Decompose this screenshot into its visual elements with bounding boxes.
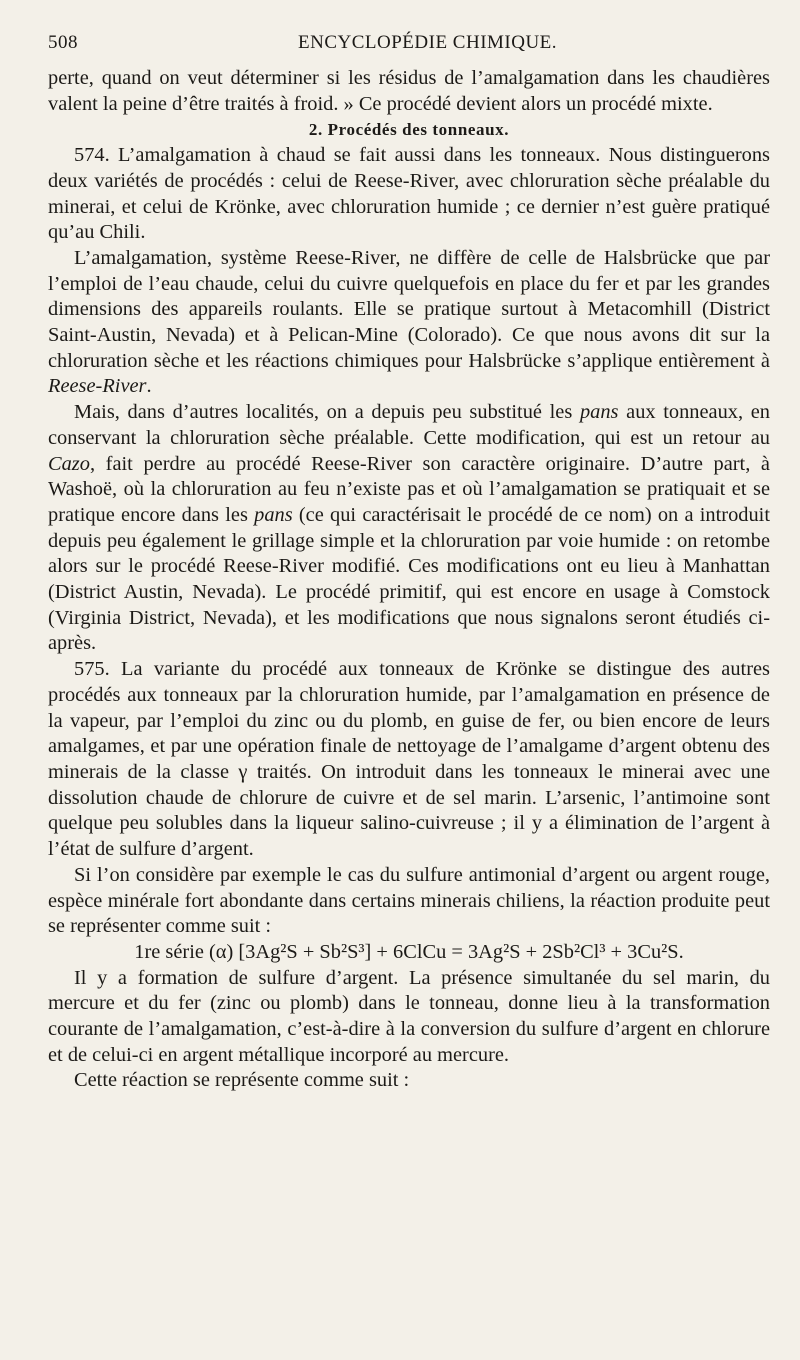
section-title: 2. Procédés des tonneaux.	[308, 120, 510, 140]
italic-run: pans	[254, 503, 293, 526]
paragraph-number-574: 574.	[74, 144, 110, 167]
chemical-formula: 1re série (α) [3Ag²S + Sb²S³] + 6ClCu = 3Ag²S + 2Sb²Cl³ + 3Cu²S.	[134, 940, 684, 963]
text-run: L’amalgamation, système Reese-River, ne diffère de celle de Halsbrücke que par l’emploi de l’eau chaude, celui du cuivre quelquefois en place du fer et par les grandes dimensions des appareils roulants. Elle se pratique surtout à Metacomhill (District Saint-Austin, Nevada) et à Pelican-Mine (Colorado). Ce que nous avons dit sur la chloruration sèche et les réactions chimiques pour Halsbrücke s’applique entièrement à	[48, 246, 770, 372]
paragraph-575	[48, 657, 770, 863]
italic-run: Cazo	[48, 452, 90, 475]
italic-run: Reese-River	[48, 375, 147, 398]
text-run: .	[146, 375, 152, 398]
page-number: 508	[48, 32, 78, 53]
text-run: Mais, dans d’autres localités, on a depuis peu substitué les	[74, 401, 580, 424]
paragraph-argent-rouge: Si l’on considère par exemple le cas du sulfure antimonial d’argent ou argent rouge, espèce minérale fort abondante dans certains minerais chiliens, la réaction produite peut se représenter comme suit :	[48, 863, 770, 938]
paragraph-reaction: Cette réaction se représente comme suit :	[74, 1069, 410, 1092]
text-run: aux tonneaux, en conservant la chloruration sèche préalable. Cette modification, qui est un retour au	[48, 401, 771, 449]
running-title: ENCYCLOPÉDIE CHIMIQUE.	[298, 32, 558, 53]
paragraph-574	[48, 143, 770, 246]
text-run: , fait perdre au procédé Reese-River son caractère originaire. D’autre part, à Washoë, où la chloruration au feu n’existe pas et où l’amalgamation se pratiquait et se pratique encore dans les	[48, 452, 770, 526]
paragraph-575-text: La variante du procédé aux tonneaux de Krönke se distingue des autres procédés aux tonneaux par la chloruration humide, par l’amalgamation en présence de la vapeur, par l’emploi du zinc ou du plomb, en guise de fer, ou bien encore de leurs amalgames, et par une opération finale de nettoyage de l’amalgame d’argent obtenu des minerais de la classe γ traités. On introduit dans les tonneaux le minerai avec une dissolution chaude de chlorure de cuivre et de sel marin. L’arsenic, l’antimoine sont quelque peu solubles dans la liqueur salino-cuivreuse ; il y a élimination de l’argent à l’état de sulfure d’argent.	[48, 658, 770, 861]
paragraph-sulfure: Il y a formation de sulfure d’argent. La présence simultanée du sel marin, du mercure et du fer (zinc ou plomb) dans le tonneau, donne lieu à la transformation courante de l’amalgamation, c’est-à-dire à la conversion du sulfure d’argent en chlorure et de celui-ci en argent métallique incorporé au mercure.	[48, 966, 770, 1066]
paragraph-number-575: 575.	[74, 658, 110, 681]
text-run: (ce qui caractérisait le procédé de ce nom) on a introduit depuis peu également le grillage simple et la chloruration par voie humide : on retombe alors sur le procédé Reese-River modifié. Ces modifications ont eu lieu à Manhattan (District Austin, Nevada). Le procédé primitif, qui est encore en usage à Comstock (Virginia District, Nevada), et les modifications que nous signalons seront étudiés ci-après.	[48, 503, 770, 655]
italic-run: pans	[579, 401, 619, 424]
paragraph-574-text: L’amalgamation à chaud se fait aussi dans les tonneaux. Nous distinguerons deux variétés de procédés : celui de Reese-River, avec chloruration sèche préalable du minerai, et celui de Krönke, avec chloruration humide ; ce dernier n’est guère pratiqué qu’au Chili.	[48, 144, 770, 244]
page-header	[48, 32, 760, 58]
paragraph-pans	[48, 400, 770, 657]
paragraph-reese-river	[48, 246, 770, 400]
paragraph-continued: perte, quand on veut déterminer si les résidus de l’amalgamation dans les chaudières valent la peine d’être traités à froid. » Ce procédé devient alors un procédé mixte.	[48, 67, 770, 115]
body-text	[48, 66, 770, 1094]
